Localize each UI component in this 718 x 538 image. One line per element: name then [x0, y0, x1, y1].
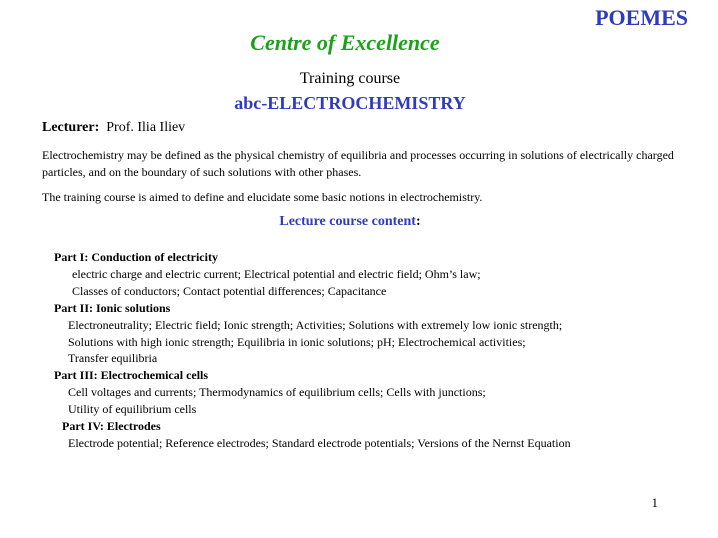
part-4-topic-line: Electrode potential; Reference electrodes; Standard electrode potentials; Versions of the Nernst Equation: [68, 435, 571, 450]
page-number: 1: [651, 495, 658, 510]
part-1-topic-line: electric charge and electric current; Electrical potential and electric field; Ohm’s law;: [72, 266, 481, 281]
part-4-heading: Part IV: Electrodes: [62, 419, 161, 434]
intro-paragraph-2: The training course is aimed to define and elucidate some basic notions in electrochemistry.: [42, 190, 483, 204]
lecture-content-heading-colon: :: [415, 214, 421, 229]
lecturer-label: Lecturer:: [42, 120, 100, 135]
lecturer-line: [42, 120, 185, 136]
course-title: abc-ELECTROCHEMISTRY: [234, 93, 466, 113]
part-3-topic-line: Utility of equilibrium cells: [68, 402, 197, 417]
lecture-content-heading: [0, 214, 700, 230]
part-3-topic-line: Cell voltages and currents; Thermodynamics of equilibrium cells; Cells with junctions;: [68, 385, 486, 400]
lecturer-name: Prof. Ilia Iliev: [106, 120, 186, 135]
lecture-content-heading-text: Lecture course content: [279, 214, 416, 229]
intro-paragraph-1: Electrochemistry may be defined as the physical chemistry of equilibria and processes occurring in solutions of electrically charged particles, and on the boundary of such solutions with other phases.: [42, 148, 674, 179]
course-outline: [0, 249, 571, 452]
part-2-topic-line: Electroneutrality; Electric field; Ionic strength; Activities; Solutions with extremely low ionic strength;: [68, 317, 563, 332]
brand-title: POEMES: [595, 5, 688, 30]
part-2-topic-line: Transfer equilibria: [68, 351, 158, 366]
part-2-heading: Part II: Ionic solutions: [54, 300, 171, 315]
part-3-heading: Part III: Electrochemical cells: [54, 368, 209, 383]
part-2-topic-line: Solutions with high ionic strength; Equilibria in ionic solutions; pH; Electrochemical activities;: [68, 334, 526, 349]
training-course-label: Training course: [299, 70, 401, 87]
centre-title: Centre of Excellence: [250, 30, 440, 55]
part-1-heading: Part I: Conduction of electricity: [54, 250, 218, 264]
part-1-topic-line: Classes of conductors; Contact potential differences; Capacitance: [72, 283, 387, 298]
